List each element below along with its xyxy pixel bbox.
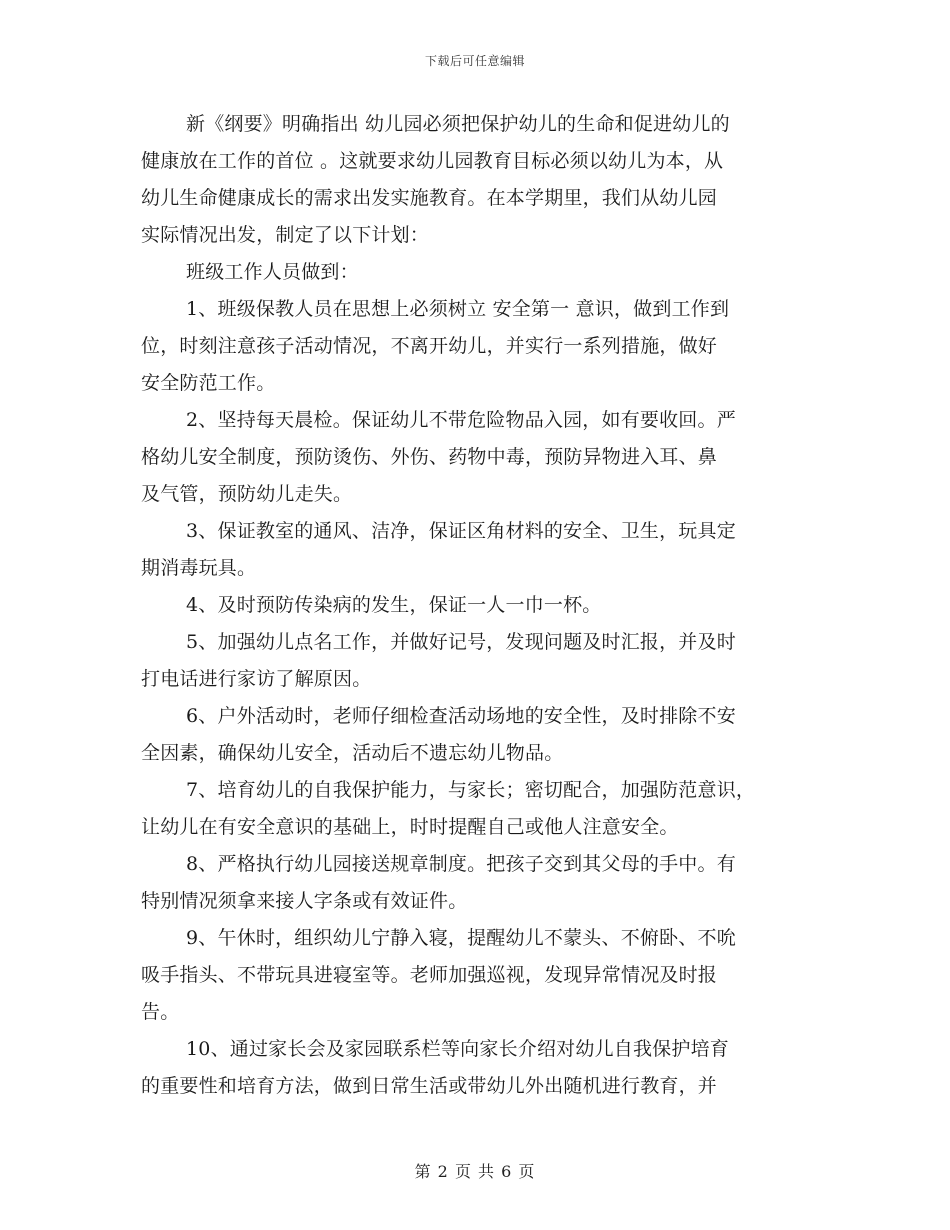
text-line: 1、班级保教人员在思想上必须树立 安全第一 意识，做到工作到 bbox=[186, 298, 730, 320]
document-body bbox=[141, 106, 811, 1105]
text-line: 位，时刻注意孩子活动情况，不离开幼儿，并实行一系列措施，做好 bbox=[141, 335, 718, 357]
text-line: 让幼儿在有安全意识的基础上，时时提醒自己或他人注意安全。 bbox=[141, 816, 679, 838]
text-line: 健康放在工作的首位 。这就要求幼儿园教育目标必须以幼儿为本，从 bbox=[141, 150, 724, 172]
text-line: 打电话进行家访了解原因。 bbox=[141, 668, 372, 690]
text-line: 的重要性和培育方法，做到日常生活或带幼儿外出随机进行教育，并 bbox=[141, 1075, 718, 1097]
text-line: 安全防范工作。 bbox=[141, 372, 276, 394]
text-line: 7、培育幼儿的自我保护能力，与家长；密切配合，加强防范意识， bbox=[186, 779, 756, 801]
text-line: 3、保证教室的通风、洁净，保证区角材料的安全、卫生，玩具定 bbox=[186, 520, 736, 542]
text-line: 及气管，预防幼儿走失。 bbox=[141, 483, 353, 505]
text-line: 5、加强幼儿点名工作，并做好记号，发现问题及时汇报，并及时 bbox=[186, 631, 736, 653]
text-line: 全因素，确保幼儿安全，活动后不遗忘幼儿物品。 bbox=[141, 742, 564, 764]
text-line: 幼儿生命健康成长的需求出发实施教育。在本学期里，我们从幼儿园 bbox=[141, 187, 718, 209]
page-header: 下载后可任意编辑 bbox=[424, 54, 525, 68]
text-line: 吸手指头、不带玩具进寝室等。老师加强巡视，发现异常情况及时报 bbox=[141, 964, 718, 986]
text-line: 4、及时预防传染病的发生，保证一人一巾一杯。 bbox=[186, 594, 602, 616]
text-line: 9、午休时，组织幼儿宁静入寝，提醒幼儿不蒙头、不俯卧、不吮 bbox=[186, 927, 736, 949]
text-line: 2、坚持每天晨检。保证幼儿不带危险物品入园，如有要收回。严 bbox=[186, 409, 736, 431]
text-line: 10、通过家长会及家园联系栏等向家长介绍对幼儿自我保护培育 bbox=[186, 1038, 729, 1060]
text-line: 特别情况须拿来接人字条或有效证件。 bbox=[141, 890, 468, 912]
page-footer: 第 2 页 共 6 页 bbox=[414, 1162, 536, 1181]
text-line: 格幼儿安全制度，预防烫伤、外伤、药物中毒，预防异物进入耳、鼻 bbox=[141, 446, 718, 468]
text-line: 新《纲要》明确指出 幼儿园必须把保护幼儿的生命和促进幼儿的 bbox=[186, 113, 730, 135]
text-line: 实际情况出发，制定了以下计划： bbox=[141, 224, 430, 246]
text-line: 班级工作人员做到： bbox=[186, 261, 359, 283]
text-line: 8、严格执行幼儿园接送规章制度。把孩子交到其父母的手中。有 bbox=[186, 853, 736, 875]
text-line: 6、户外活动时，老师仔细检查活动场地的安全性，及时排除不安 bbox=[186, 705, 736, 727]
text-line: 期消毒玩具。 bbox=[141, 557, 257, 579]
text-line: 告。 bbox=[141, 1001, 180, 1023]
